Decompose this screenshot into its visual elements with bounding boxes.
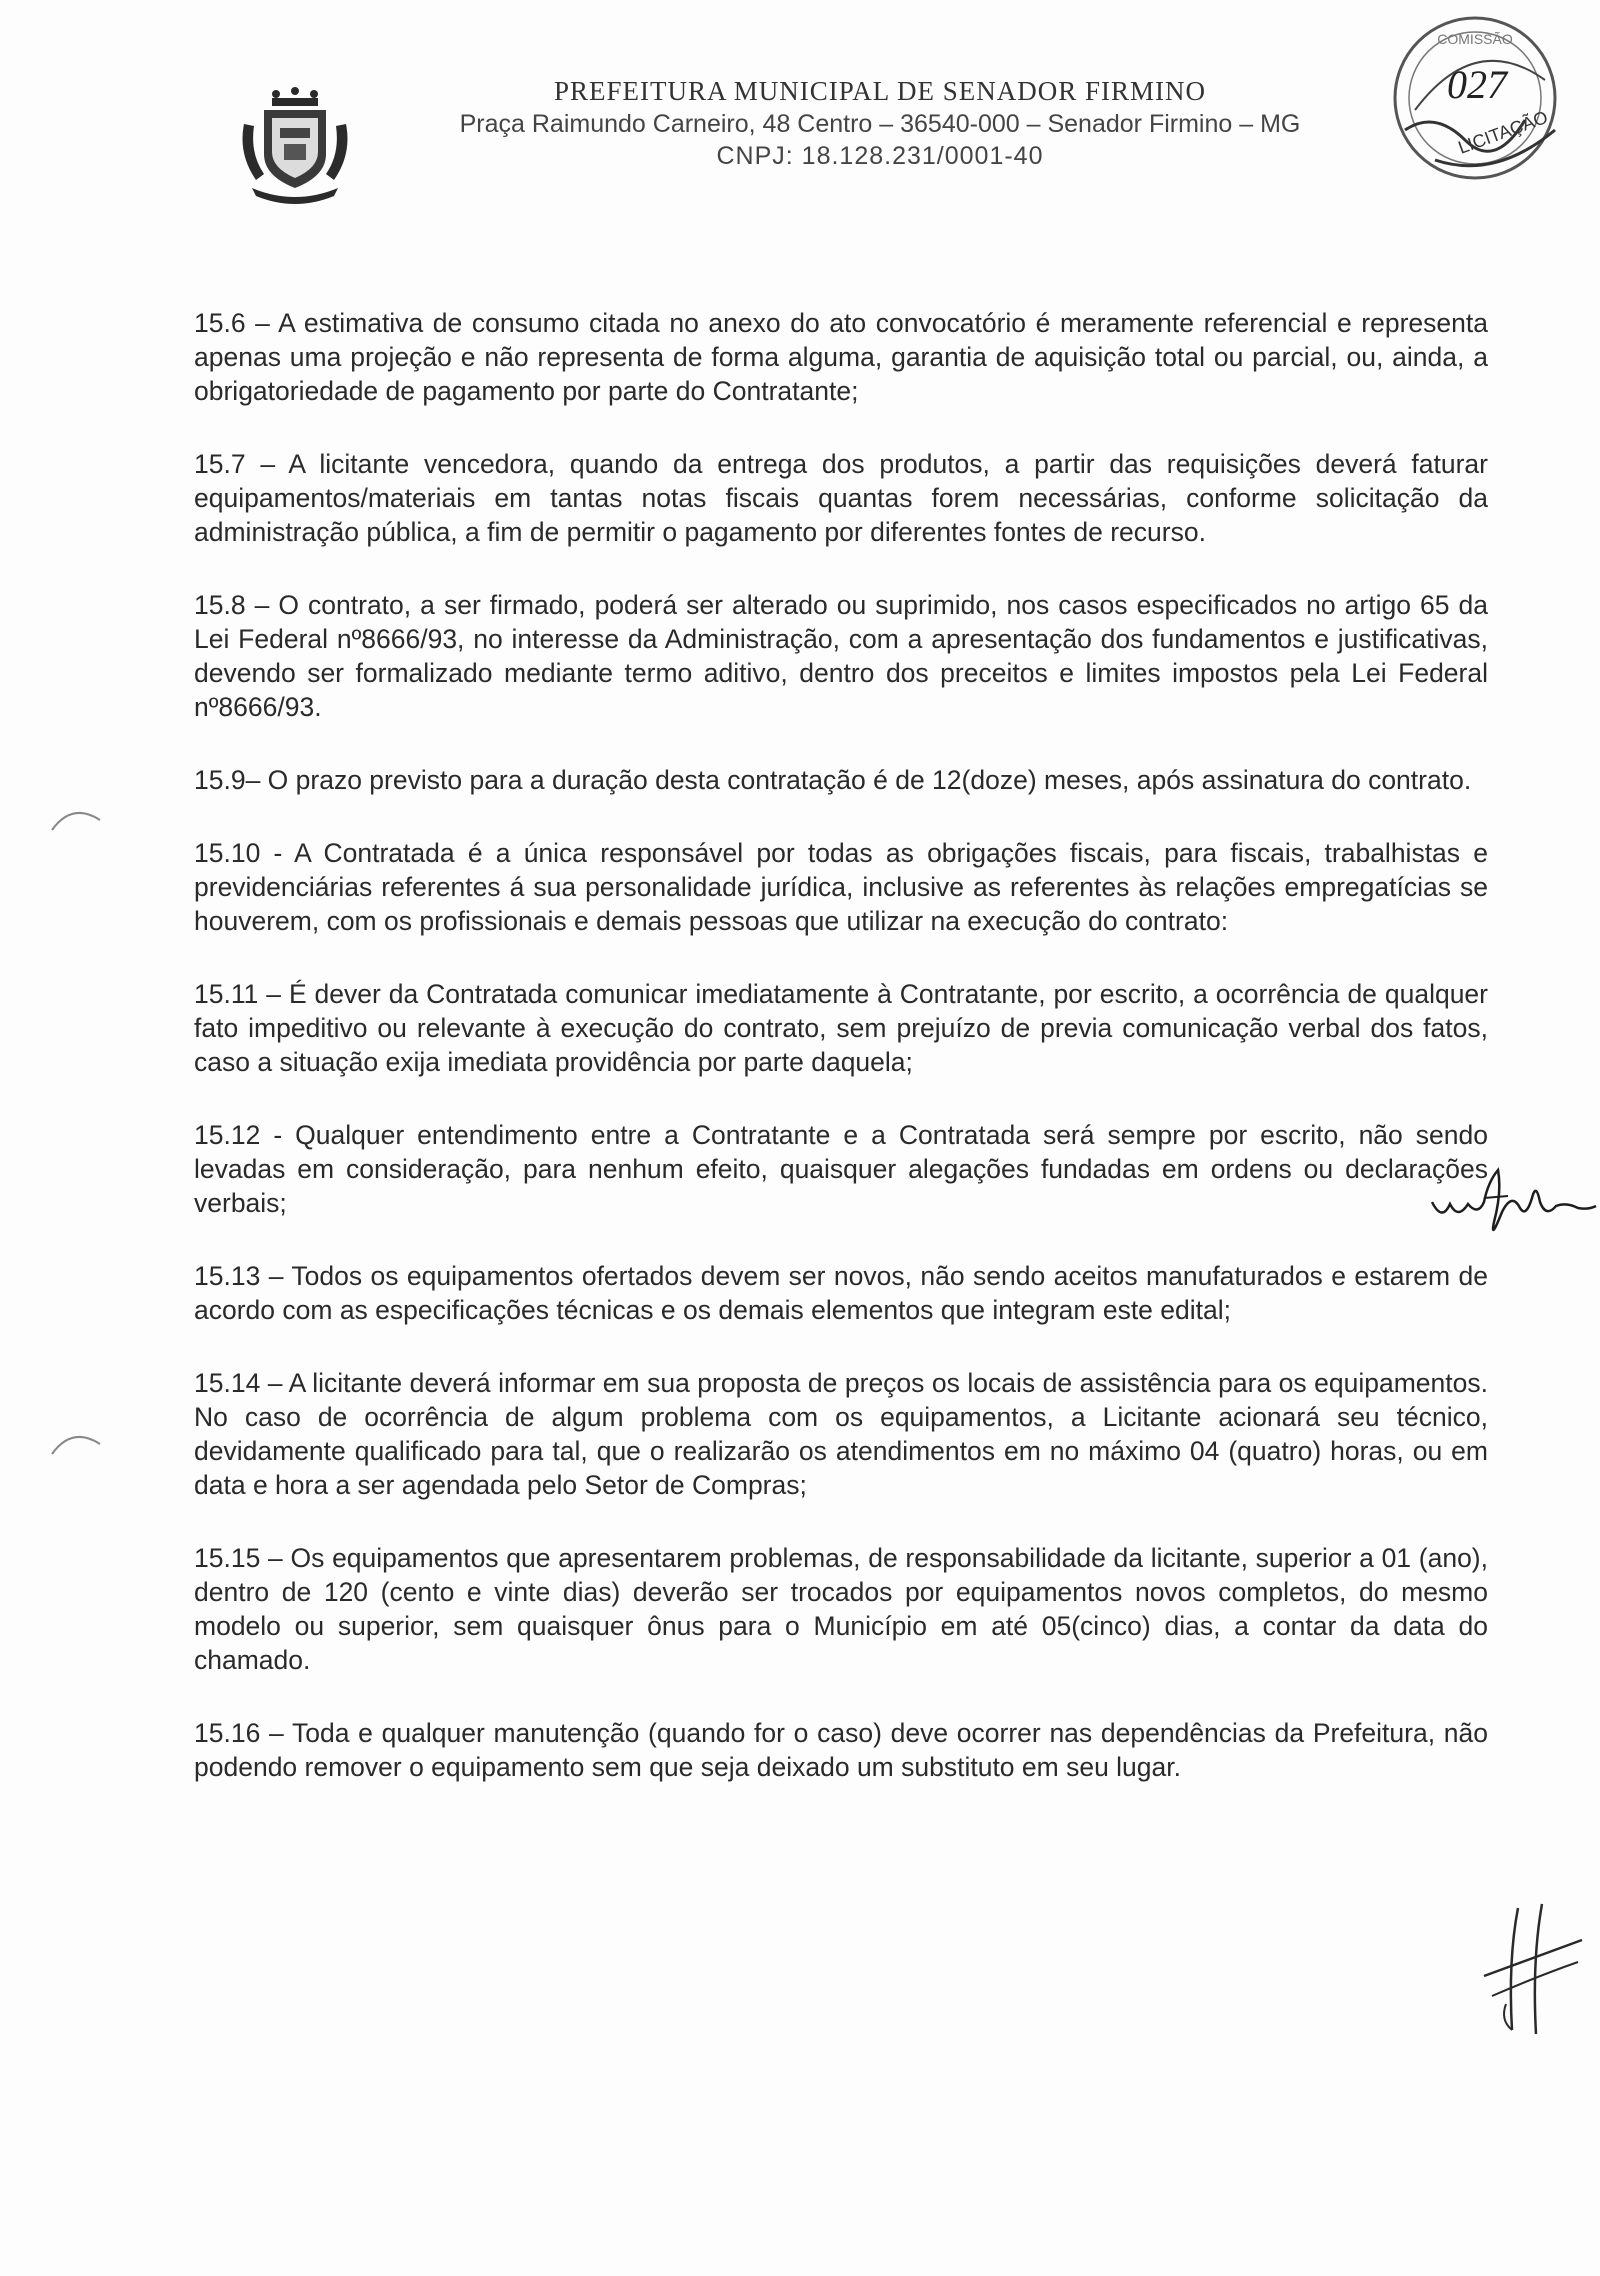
handwritten-rubric-icon: [1428, 1162, 1598, 1252]
clause-15-7: 15.7 – A licitante vencedora, quando da entrega dos produtos, a partir das requisições deverá faturar equipamentos/materiais em tantas notas fiscais quantas forem necessárias, conforme solicitação da administração pública, a fim de permitir o pagamento por diferentes fontes de recurso.: [194, 449, 1488, 547]
clause-15-10: 15.10 - A Contratada é a única responsável por todas as obrigações fiscais, para fiscais, trabalhistas e previdenciárias referentes á sua personalidade jurídica, inclusive as referentes às relações empregatícias se houverem, com os profissionais e demais pessoas que utilizar na execução do contrato:: [194, 838, 1488, 936]
clause-15-9: 15.9– O prazo previsto para a duração desta contratação é de 12(doze) meses, após assinatura do contrato.: [194, 765, 1472, 795]
licitacao-stamp: [1375, 10, 1575, 200]
hole-punch-mark-icon: [48, 796, 108, 836]
clause-15-8: 15.8 – O contrato, a ser firmado, poderá ser alterado ou suprimido, nos casos especificados no artigo 65 da Lei Federal nº8666/93, no interesse da Administração, com a apresentação dos fundamentos e justificativas, devendo ser formalizado mediante termo aditivo, dentro dos preceitos e limites impostos pela Lei Federal nº8666/93.: [194, 590, 1488, 722]
letterhead-cnpj: CNPJ: 18.128.231/0001-40: [716, 142, 1044, 170]
letterhead: [380, 74, 1380, 172]
clause-15-13: 15.13 – Todos os equipamentos ofertados devem ser novos, não sendo aceitos manufaturados e estarem de acordo com as especificações técnicas e os demais elementos que integram este edital;: [194, 1261, 1488, 1325]
letterhead-address: Praça Raimundo Carneiro, 48 Centro – 36540-000 – Senador Firmino – MG: [459, 110, 1301, 138]
handwritten-initials-icon: [1478, 1900, 1588, 2040]
clause-15-15: 15.15 – Os equipamentos que apresentarem problemas, de responsabilidade da licitante, superior a 01 (ano), dentro de 120 (cento e vinte dias) deverão ser trocados por equipamentos novos completos, do mesmo modelo ou superior, sem quaisquer ônus para o Município em até 05(cinco) dias, a contar da data do chamado.: [194, 1543, 1488, 1675]
clause-15-14: 15.14 – A licitante deverá informar em sua proposta de preços os locais de assistência para os equipamentos. No caso de ocorrência de algum problema com os equipamentos, a Licitante acionará seu técnico, devidamente qualificado para tal, que o realizarão os atendimentos em no máximo 04 (quatro) horas, ou em data e hora a ser agendada pelo Setor de Compras;: [194, 1368, 1488, 1500]
stamp-number: 027: [1447, 62, 1507, 107]
clause-15-12: 15.12 - Qualquer entendimento entre a Contratante e a Contratada será sempre por escrito, não sendo levadas em consideração, para nenhum efeito, quaisquer alegações fundadas em ordens ou declarações verbais;: [194, 1120, 1488, 1218]
stamp-top-text: COMISSÃO: [1437, 31, 1513, 47]
clause-15-16: 15.16 – Toda e qualquer manutenção (quando for o caso) deve ocorrer nas dependências da Prefeitura, não podendo remover o equipamento sem que seja deixado um substituto em seu lugar.: [194, 1718, 1488, 1782]
clause-15-6: 15.6 – A estimativa de consumo citada no anexo do ato convocatório é meramente referencial e representa apenas uma projeção e não representa de forma alguma, garantia de aquisição total ou parcial, ou, ainda, a obrigatoriedade de pagamento por parte do Contratante;: [194, 308, 1488, 406]
clause-15-11: 15.11 – É dever da Contratada comunicar imediatamente à Contratante, por escrito, a ocorrência de qualquer fato impeditivo ou relevante à execução do contrato, sem prejuízo de previa comunicação verbal dos fatos, caso a situação exija imediata providência por parte daquela;: [194, 979, 1488, 1077]
stamp-label: LICITAÇÃO: [1455, 106, 1551, 158]
letterhead-title: PREFEITURA MUNICIPAL DE SENADOR FIRMINO: [553, 76, 1207, 106]
municipal-coat-of-arms-icon: [236, 84, 354, 204]
hole-punch-mark-icon: [48, 1420, 108, 1460]
document-body: [194, 306, 1488, 1823]
stamp-circle-icon: [1375, 10, 1575, 200]
